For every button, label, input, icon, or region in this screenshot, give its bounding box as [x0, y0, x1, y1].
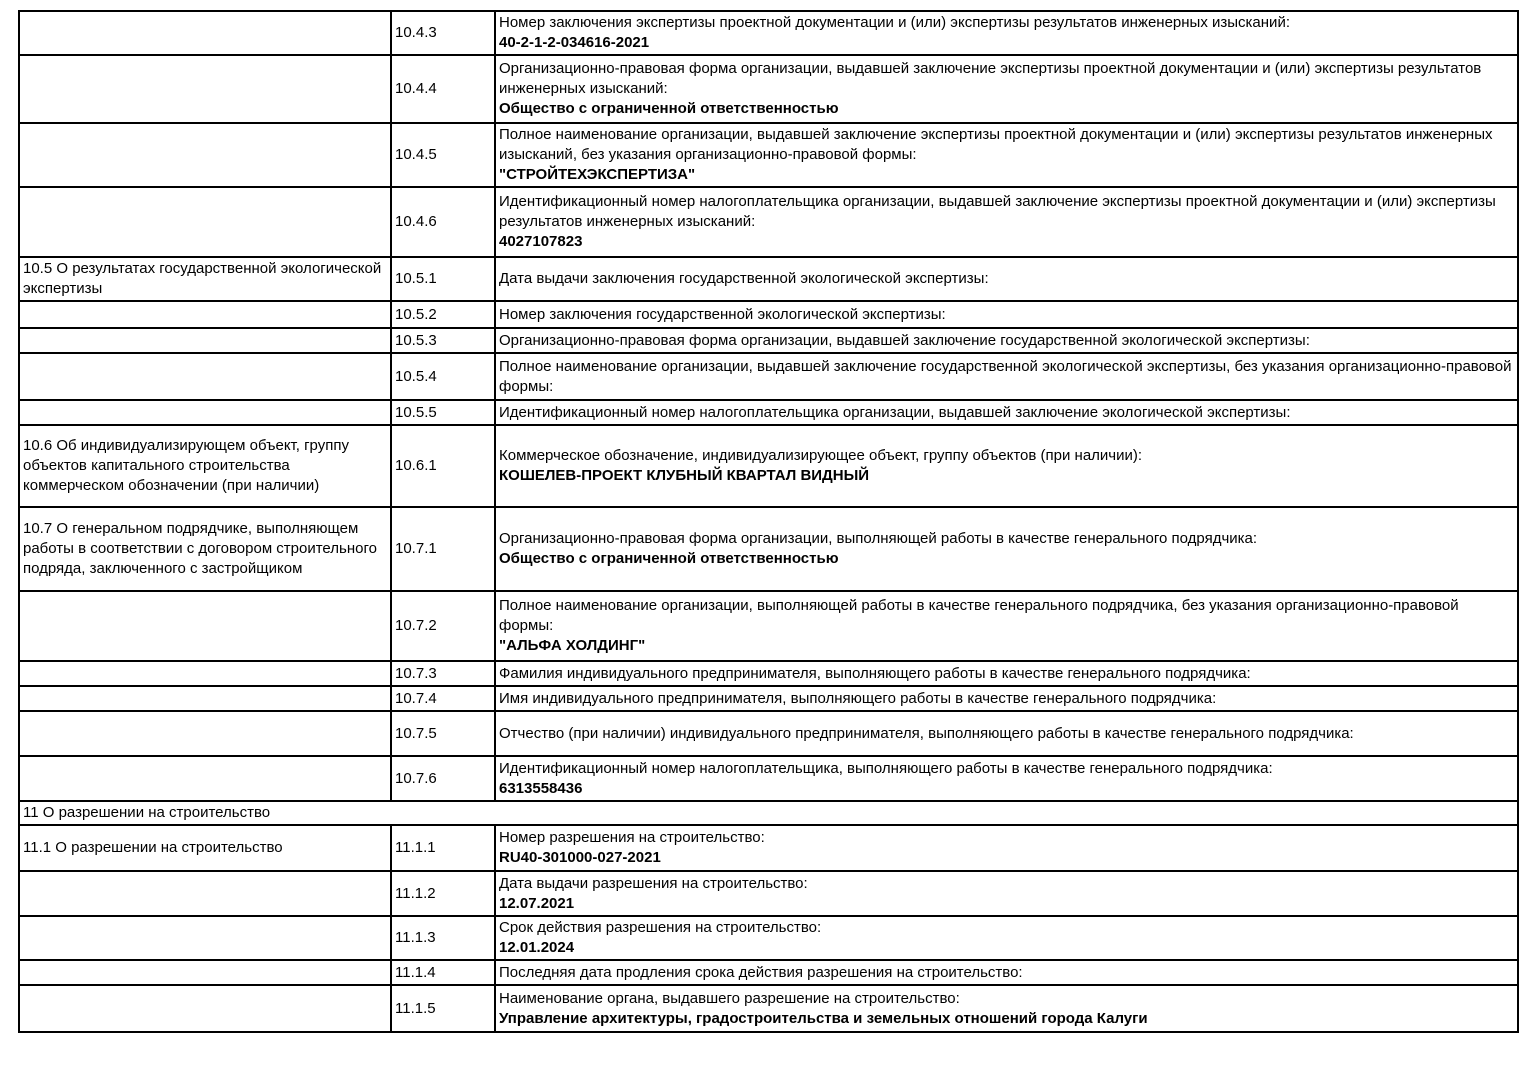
section-cell: [19, 11, 391, 55]
field-value: Общество с ограниченной ответственностью: [499, 550, 839, 567]
number-cell: 10.7.3: [391, 661, 495, 686]
field-value: 12.01.2024: [499, 939, 575, 956]
section-cell: [19, 507, 391, 591]
field-value: "СТРОЙТЕХЭКСПЕРТИЗА": [499, 166, 696, 183]
table-row: [19, 871, 1518, 916]
field-label: Дата выдачи заключения государственной экологической экспертизы:: [499, 270, 989, 287]
field-cell: [495, 353, 1518, 400]
table-row: [19, 187, 1518, 257]
number-cell: 10.4.3: [391, 11, 495, 55]
number-cell: 11.1.2: [391, 871, 495, 916]
field-label: Срок действия разрешения на строительство:: [499, 919, 822, 936]
section-header: 11 О разрешении на строительство: [19, 801, 1518, 825]
section-cell: [19, 871, 391, 916]
field-label: Идентификационный номер налогоплательщика, выполняющего работы в качестве генерального подрядчика:: [499, 759, 1273, 777]
section-cell: [19, 985, 391, 1032]
section-cell: [19, 425, 391, 507]
section-header-row: [19, 801, 1518, 825]
number-cell: 11.1.3: [391, 916, 495, 960]
field-label: Номер заключения экспертизы проектной документации и (или) экспертизы результатов инженерных изысканий:: [499, 14, 1290, 31]
number-cell: 10.5.1: [391, 257, 495, 301]
field-value: Управление архитектуры, градостроительства и земельных отношений города Калуги: [499, 1009, 1148, 1027]
number-cell: 10.6.1: [391, 425, 495, 507]
field-label: Последняя дата продления срока действия разрешения на строительство:: [499, 963, 1023, 981]
number-cell: 10.5.3: [391, 328, 495, 353]
field-cell: [495, 257, 1518, 301]
number-cell: 10.4.6: [391, 187, 495, 257]
section-cell: [19, 55, 391, 123]
field-cell: [495, 686, 1518, 711]
field-cell: [495, 825, 1518, 871]
section-cell: [19, 257, 391, 301]
field-label: Номер разрешения на строительство:: [499, 829, 765, 846]
field-label: Фамилия индивидуального предпринимателя, выполняющего работы в качестве генерального подрядчика:: [499, 664, 1251, 682]
field-value: 40-2-1-2-034616-2021: [499, 34, 650, 51]
field-label: Полное наименование организации, выдавшей заключение государственной экологической экспертизы, без указания организационно-правовой формы:: [499, 357, 1512, 395]
section-cell: [19, 187, 391, 257]
field-cell: [495, 591, 1518, 661]
field-cell: [495, 328, 1518, 353]
section-label: 10.5 О результатах государственной экологической экспертизы: [23, 260, 382, 297]
field-cell: [495, 871, 1518, 916]
field-label: Полное наименование организации, выдавшей заключение экспертизы проектной документации и (или) экспертизы результатов инженерных изысканий, без указания организационно-правовой формы:: [499, 126, 1493, 163]
section-cell: [19, 960, 391, 985]
section-label: 10.7 О генеральном подрядчике, выполняющем работы в соответствии с договором строительного подряда, заключенного с застройщиком: [23, 520, 377, 577]
table-row: [19, 825, 1518, 871]
table-row: [19, 985, 1518, 1032]
table-row: [19, 916, 1518, 960]
field-cell: [495, 756, 1518, 801]
section-cell: [19, 916, 391, 960]
field-label: Наименование органа, выдавшего разрешение на строительство:: [499, 989, 960, 1007]
field-cell: [495, 507, 1518, 591]
field-cell: [495, 123, 1518, 187]
table-row: [19, 257, 1518, 301]
field-value: 12.07.2021: [499, 894, 575, 912]
field-cell: [495, 55, 1518, 123]
field-value: Общество с ограниченной ответственностью: [499, 100, 839, 117]
section-cell: [19, 400, 391, 425]
table-row: [19, 711, 1518, 756]
field-label: Отчество (при наличии) индивидуального предпринимателя, выполняющего работы в качестве генерального подрядчика:: [499, 724, 1354, 742]
section-label: 10.6 Об индивидуализирующем объект, группу объектов капитального строительства коммерческом обозначении (при наличии): [23, 437, 349, 494]
number-cell: 10.7.4: [391, 686, 495, 711]
field-label: Идентификационный номер налогоплательщика организации, выдавшей заключение экспертизы проектной документации и (или) экспертизы результатов инженерных изысканий:: [499, 193, 1496, 230]
section-cell: [19, 328, 391, 353]
section-cell: [19, 825, 391, 871]
table-row: [19, 400, 1518, 425]
project-declaration-table: [18, 10, 1519, 1033]
field-value: 6313558436: [499, 779, 583, 797]
section-cell: [19, 686, 391, 711]
table-row: [19, 756, 1518, 801]
section-cell: [19, 661, 391, 686]
field-label: Полное наименование организации, выполняющей работы в качестве генерального подрядчика, без указания организационно-правовой формы:: [499, 597, 1459, 634]
field-label: Организационно-правовая форма организации, выдавшей заключение экспертизы проектной документации и (или) экспертизы результатов инженерных изысканий:: [499, 60, 1482, 97]
table-row: [19, 661, 1518, 686]
field-label: Имя индивидуального предпринимателя, выполняющего работы в качестве генерального подрядчика:: [499, 689, 1217, 707]
field-cell: [495, 400, 1518, 425]
field-cell: [495, 916, 1518, 960]
table-row: [19, 591, 1518, 661]
table-row: [19, 353, 1518, 400]
field-cell: [495, 960, 1518, 985]
number-cell: 11.1.4: [391, 960, 495, 985]
field-cell: [495, 711, 1518, 756]
number-cell: 10.5.5: [391, 400, 495, 425]
field-value: "АЛЬФА ХОЛДИНГ": [499, 637, 646, 654]
field-label: Организационно-правовая форма организации, выполняющей работы в качестве генерального подрядчика:: [499, 530, 1258, 547]
number-cell: 10.5.2: [391, 301, 495, 328]
section-label: 11.1 О разрешении на строительство: [23, 839, 283, 856]
number-cell: 10.7.1: [391, 507, 495, 591]
section-cell: [19, 591, 391, 661]
section-cell: [19, 353, 391, 400]
table-row: [19, 328, 1518, 353]
table-row: [19, 55, 1518, 123]
table-row: [19, 425, 1518, 507]
field-cell: [495, 11, 1518, 55]
field-label: Идентификационный номер налогоплательщика организации, выдавшей заключение экологической экспертизы:: [499, 403, 1291, 421]
field-label: Номер заключения государственной экологической экспертизы:: [499, 305, 946, 323]
section-cell: [19, 711, 391, 756]
number-cell: 11.1.1: [391, 825, 495, 871]
field-cell: [495, 425, 1518, 507]
number-cell: 10.7.2: [391, 591, 495, 661]
number-cell: 10.4.4: [391, 55, 495, 123]
field-cell: [495, 661, 1518, 686]
field-cell: [495, 187, 1518, 257]
table-row: [19, 301, 1518, 328]
field-cell: [495, 301, 1518, 328]
field-value: 4027107823: [499, 233, 583, 250]
table-row: [19, 686, 1518, 711]
table-row: [19, 11, 1518, 55]
field-cell: [495, 985, 1518, 1032]
number-cell: 10.5.4: [391, 353, 495, 400]
table-row: [19, 960, 1518, 985]
table-row: [19, 123, 1518, 187]
field-label: Дата выдачи разрешения на строительство:: [499, 874, 808, 892]
table-row: [19, 507, 1518, 591]
number-cell: 10.4.5: [391, 123, 495, 187]
field-value: RU40-301000-027-2021: [499, 849, 661, 866]
number-cell: 11.1.5: [391, 985, 495, 1032]
field-value: КОШЕЛЕВ-ПРОЕКТ КЛУБНЫЙ КВАРТАЛ ВИДНЫЙ: [499, 467, 870, 484]
field-label: Организационно-правовая форма организации, выдавшей заключение государственной экологической экспертизы:: [499, 331, 1310, 349]
number-cell: 10.7.6: [391, 756, 495, 801]
field-label: Коммерческое обозначение, индивидуализирующее объект, группу объектов (при наличии):: [499, 447, 1143, 464]
section-cell: [19, 123, 391, 187]
number-cell: 10.7.5: [391, 711, 495, 756]
section-cell: [19, 756, 391, 801]
section-cell: [19, 301, 391, 328]
